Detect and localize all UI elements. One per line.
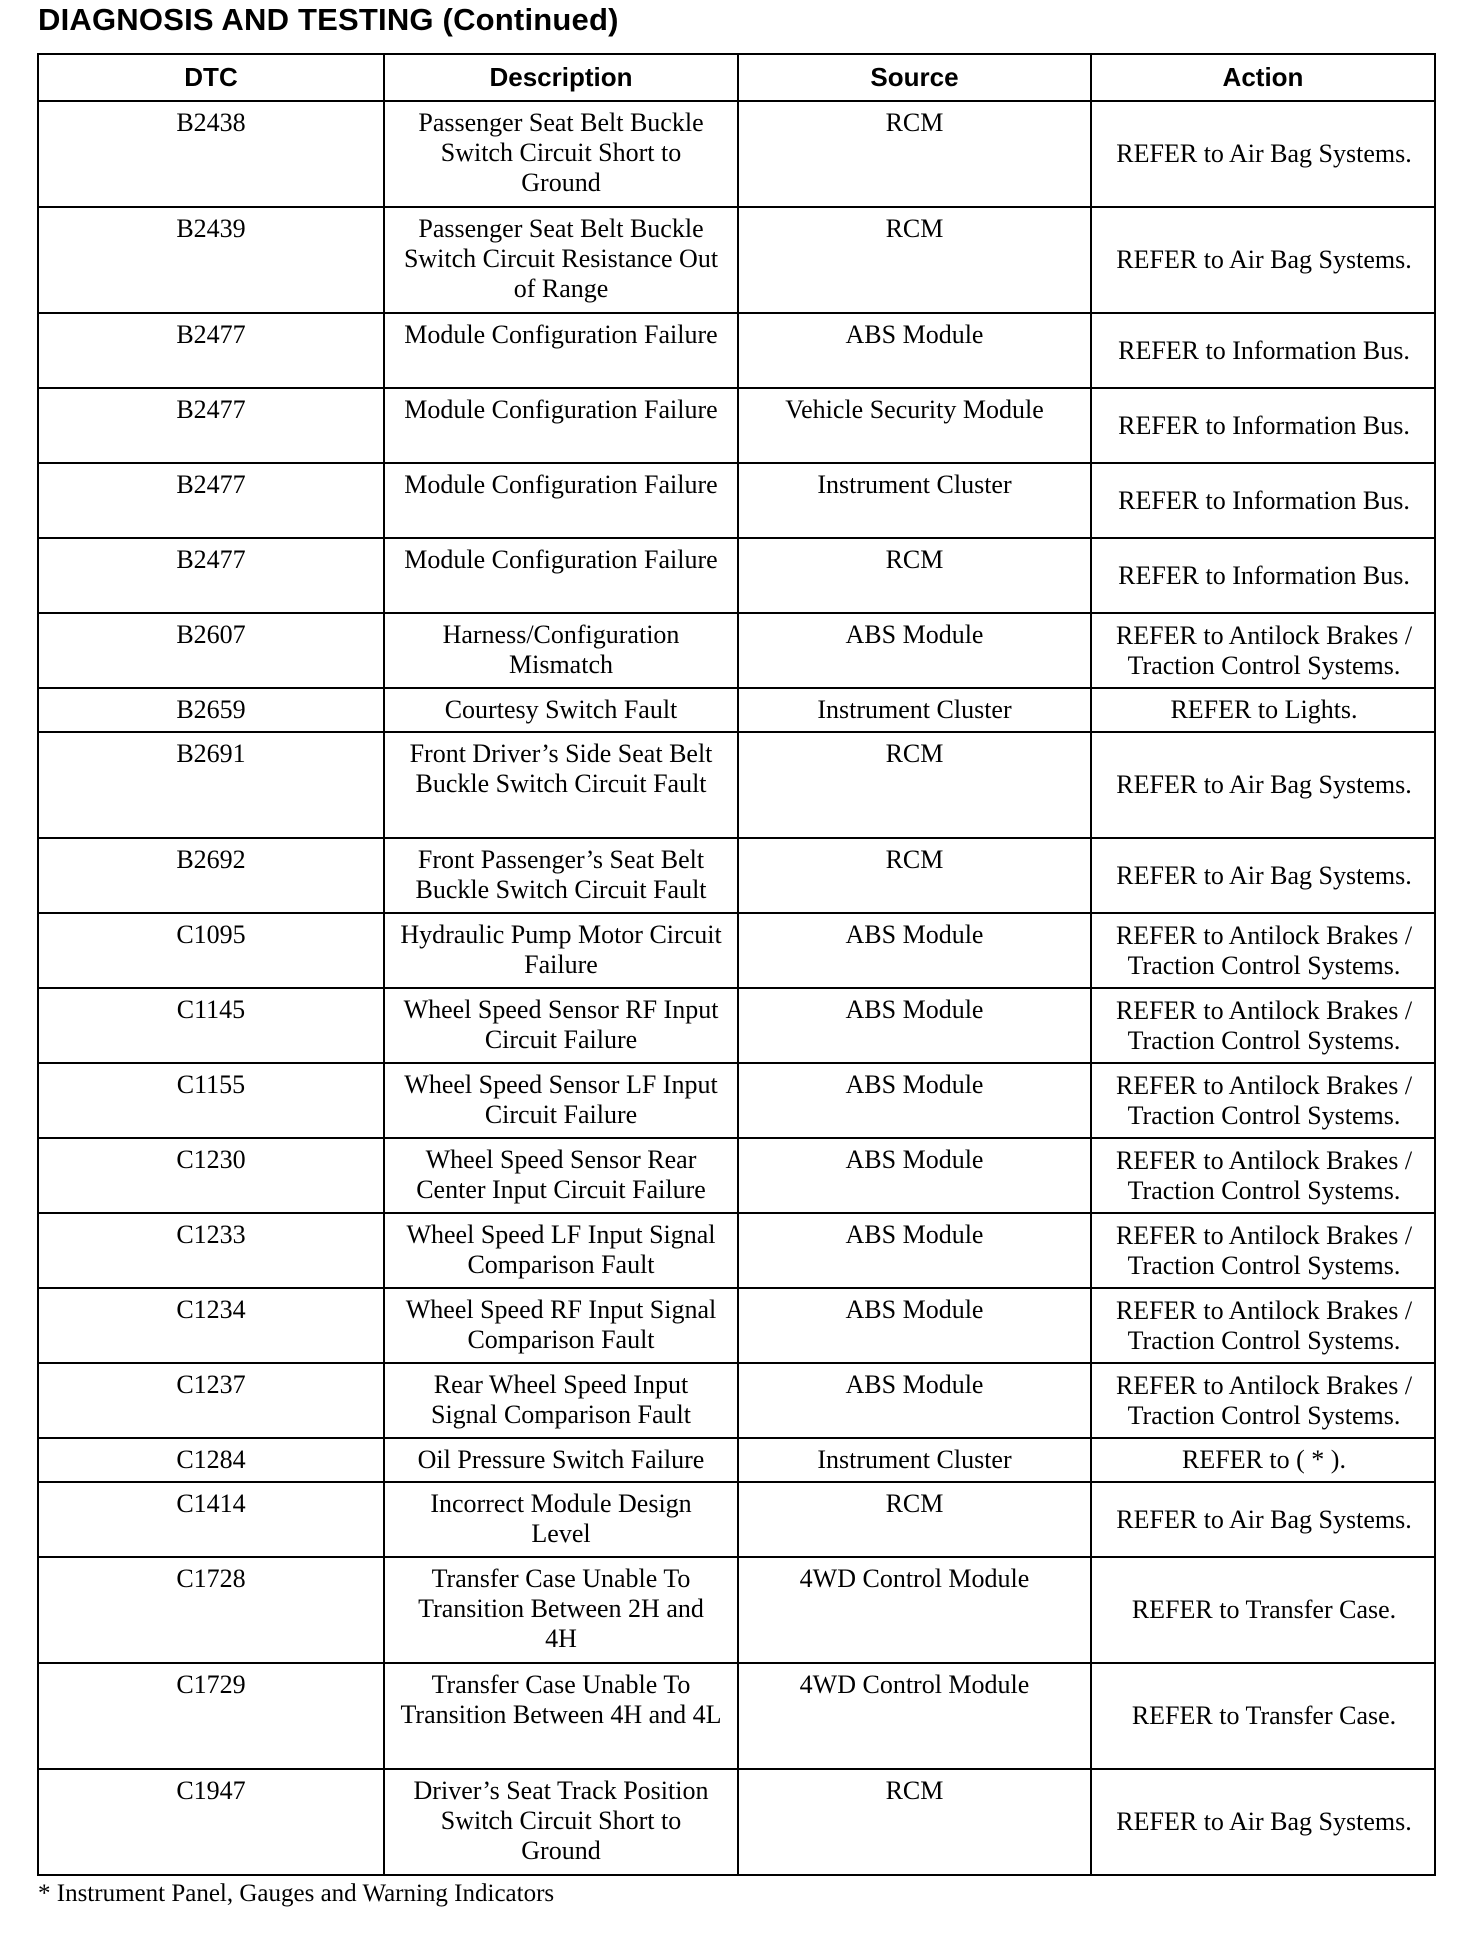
description-cell: Front Passenger’s Seat Belt Buckle Switch Circuit Fault — [384, 838, 738, 913]
action-cell: REFER to Antilock Brakes / Traction Control Systems. — [1091, 1288, 1435, 1363]
dtc-cell: C1414 — [38, 1482, 384, 1557]
action-cell: REFER to Air Bag Systems. — [1091, 1769, 1435, 1875]
description-cell: Incorrect Module Design Level — [384, 1482, 738, 1557]
source-cell: RCM — [738, 1482, 1091, 1557]
page-heading: DIAGNOSIS AND TESTING (Continued) — [38, 2, 619, 37]
description-cell: Passenger Seat Belt Buckle Switch Circuit Resistance Out of Range — [384, 207, 738, 313]
action-cell: REFER to Antilock Brakes / Traction Control Systems. — [1091, 913, 1435, 988]
table-row — [38, 1063, 1435, 1138]
dtc-cell: B2659 — [38, 688, 384, 732]
action-cell: REFER to Lights. — [1091, 688, 1435, 732]
source-column-header: Source — [738, 54, 1091, 101]
source-cell: RCM — [738, 732, 1091, 838]
dtc-cell: B2439 — [38, 207, 384, 313]
table-row — [38, 838, 1435, 913]
description-cell: Passenger Seat Belt Buckle Switch Circuit Short to Ground — [384, 101, 738, 207]
table-row — [38, 1482, 1435, 1557]
dtc-cell: B2692 — [38, 838, 384, 913]
description-cell: Rear Wheel Speed Input Signal Comparison Fault — [384, 1363, 738, 1438]
dtc-cell: C1284 — [38, 1438, 384, 1482]
source-cell: ABS Module — [738, 313, 1091, 388]
dtc-cell: B2477 — [38, 313, 384, 388]
dtc-cell: C1145 — [38, 988, 384, 1063]
table-row — [38, 1663, 1435, 1769]
source-cell: Instrument Cluster — [738, 688, 1091, 732]
description-cell: Wheel Speed LF Input Signal Comparison Fault — [384, 1213, 738, 1288]
source-cell: Vehicle Security Module — [738, 388, 1091, 463]
source-cell: Instrument Cluster — [738, 463, 1091, 538]
dtc-table — [37, 53, 1436, 1876]
table-row — [38, 688, 1435, 732]
action-cell: REFER to Transfer Case. — [1091, 1557, 1435, 1663]
source-cell: RCM — [738, 207, 1091, 313]
source-cell: RCM — [738, 538, 1091, 613]
source-cell: ABS Module — [738, 1288, 1091, 1363]
description-cell: Module Configuration Failure — [384, 463, 738, 538]
action-cell: REFER to Antilock Brakes / Traction Control Systems. — [1091, 1213, 1435, 1288]
source-cell: Instrument Cluster — [738, 1438, 1091, 1482]
table-row — [38, 207, 1435, 313]
table-row — [38, 388, 1435, 463]
description-cell: Courtesy Switch Fault — [384, 688, 738, 732]
table-row — [38, 463, 1435, 538]
source-cell: 4WD Control Module — [738, 1663, 1091, 1769]
action-cell: REFER to Information Bus. — [1091, 388, 1435, 463]
description-cell: Transfer Case Unable To Transition Between 2H and 4H — [384, 1557, 738, 1663]
source-cell: RCM — [738, 838, 1091, 913]
dtc-column-header: DTC — [38, 54, 384, 101]
description-cell: Module Configuration Failure — [384, 313, 738, 388]
dtc-cell: C1234 — [38, 1288, 384, 1363]
source-cell: RCM — [738, 101, 1091, 207]
table-row — [38, 313, 1435, 388]
table-row — [38, 538, 1435, 613]
dtc-cell: C1947 — [38, 1769, 384, 1875]
dtc-cell: C1237 — [38, 1363, 384, 1438]
description-cell: Harness/Configuration Mismatch — [384, 613, 738, 688]
source-cell: ABS Module — [738, 988, 1091, 1063]
dtc-cell: B2691 — [38, 732, 384, 838]
action-cell: REFER to Antilock Brakes / Traction Control Systems. — [1091, 1063, 1435, 1138]
table-row — [38, 732, 1435, 838]
table-row — [38, 1138, 1435, 1213]
action-cell: REFER to Antilock Brakes / Traction Control Systems. — [1091, 1138, 1435, 1213]
action-cell: REFER to Air Bag Systems. — [1091, 101, 1435, 207]
action-cell: REFER to Air Bag Systems. — [1091, 1482, 1435, 1557]
source-cell: ABS Module — [738, 913, 1091, 988]
table-row — [38, 613, 1435, 688]
description-cell: Driver’s Seat Track Position Switch Circuit Short to Ground — [384, 1769, 738, 1875]
table-row — [38, 1769, 1435, 1875]
dtc-cell: C1728 — [38, 1557, 384, 1663]
description-cell: Hydraulic Pump Motor Circuit Failure — [384, 913, 738, 988]
dtc-cell: B2607 — [38, 613, 384, 688]
action-cell: REFER to ( * ). — [1091, 1438, 1435, 1482]
description-cell: Wheel Speed Sensor LF Input Circuit Failure — [384, 1063, 738, 1138]
dtc-cell: C1729 — [38, 1663, 384, 1769]
dtc-cell: C1233 — [38, 1213, 384, 1288]
source-cell: ABS Module — [738, 613, 1091, 688]
description-cell: Transfer Case Unable To Transition Between 4H and 4L — [384, 1663, 738, 1769]
action-cell: REFER to Transfer Case. — [1091, 1663, 1435, 1769]
description-cell: Front Driver’s Side Seat Belt Buckle Switch Circuit Fault — [384, 732, 738, 838]
table-header-row — [38, 54, 1435, 101]
table-row — [38, 988, 1435, 1063]
table-row — [38, 1363, 1435, 1438]
source-cell: ABS Module — [738, 1213, 1091, 1288]
action-cell: REFER to Air Bag Systems. — [1091, 207, 1435, 313]
footnote: * Instrument Panel, Gauges and Warning Indicators — [38, 1880, 555, 1907]
description-cell: Wheel Speed Sensor Rear Center Input Circuit Failure — [384, 1138, 738, 1213]
source-cell: ABS Module — [738, 1138, 1091, 1213]
table-row — [38, 1438, 1435, 1482]
action-cell: REFER to Antilock Brakes / Traction Control Systems. — [1091, 1363, 1435, 1438]
source-cell: ABS Module — [738, 1063, 1091, 1138]
source-cell: ABS Module — [738, 1363, 1091, 1438]
action-cell: REFER to Information Bus. — [1091, 538, 1435, 613]
dtc-cell: C1230 — [38, 1138, 384, 1213]
action-cell: REFER to Air Bag Systems. — [1091, 838, 1435, 913]
table-row — [38, 1557, 1435, 1663]
source-cell: RCM — [738, 1769, 1091, 1875]
description-cell: Wheel Speed Sensor RF Input Circuit Failure — [384, 988, 738, 1063]
description-column-header: Description — [384, 54, 738, 101]
description-cell: Oil Pressure Switch Failure — [384, 1438, 738, 1482]
action-cell: REFER to Information Bus. — [1091, 313, 1435, 388]
table-row — [38, 1213, 1435, 1288]
action-cell: REFER to Antilock Brakes / Traction Control Systems. — [1091, 988, 1435, 1063]
dtc-cell: C1155 — [38, 1063, 384, 1138]
action-column-header: Action — [1091, 54, 1435, 101]
dtc-cell: B2477 — [38, 463, 384, 538]
description-cell: Module Configuration Failure — [384, 388, 738, 463]
description-cell: Module Configuration Failure — [384, 538, 738, 613]
source-cell: 4WD Control Module — [738, 1557, 1091, 1663]
table-row — [38, 101, 1435, 207]
action-cell: REFER to Antilock Brakes / Traction Control Systems. — [1091, 613, 1435, 688]
dtc-cell: B2477 — [38, 538, 384, 613]
action-cell: REFER to Air Bag Systems. — [1091, 732, 1435, 838]
dtc-cell: B2438 — [38, 101, 384, 207]
dtc-cell: C1095 — [38, 913, 384, 988]
table-row — [38, 913, 1435, 988]
description-cell: Wheel Speed RF Input Signal Comparison Fault — [384, 1288, 738, 1363]
dtc-cell: B2477 — [38, 388, 384, 463]
action-cell: REFER to Information Bus. — [1091, 463, 1435, 538]
table-row — [38, 1288, 1435, 1363]
